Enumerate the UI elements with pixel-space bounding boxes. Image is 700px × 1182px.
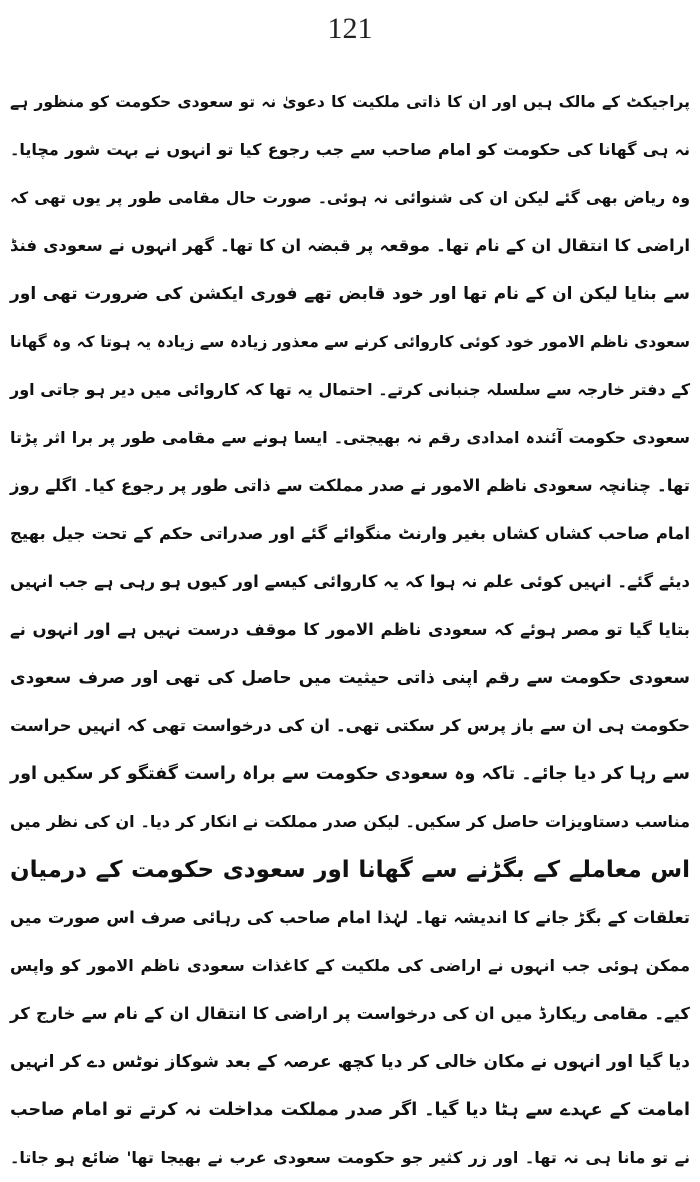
text-line: وہ ریاض بھی گئے لیکن ان کی شنوائی نہ ہوئی۔ صورت حال مقامی طور پر یوں تھی کہ (10, 189, 690, 207)
text-line: تعلقات کے بگڑ جانے کا اندیشہ تھا۔ لہٰذا امام صاحب کی رہائی صرف اس صورت میں (10, 908, 690, 927)
text-line: سے رہا کر دیا جائے۔ تاکہ وہ سعودی حکومت سے براہ راست گفتگو کر سکیں اور (10, 764, 690, 784)
text-line: مناسب دستاویزات حاصل کر سکیں۔ لیکن صدر مملکت نے انکار کر دیا۔ ان کی نظر میں (10, 812, 690, 831)
text-line: سے بنایا لیکن ان کے نام تھا اور خود قابض تھے فوری ایکشن کی ضرورت تھی اور (10, 284, 690, 304)
text-line: امامت کے عہدے سے ہٹا دیا گیا۔ اگر صدر مملکت مداخلت نہ کرتے تو امام صاحب (10, 1100, 690, 1120)
text-line: سعودی حکومت سے رقم اپنی ذاتی حیثیت میں حاصل کی تھی اور صرف سعودی (10, 668, 690, 688)
text-line: اس معاملے کے بگڑنے سے گھانا اور سعودی حکومت کے درمیان (10, 857, 690, 883)
text-line: پراجیکٹ کے مالک ہیں اور ان کا ذاتی ملکیت کا دعویٰ نہ تو سعودی حکومت کو منظور ہے (10, 93, 690, 111)
text-line: سعودی ناظم الامور خود کوئی کاروائی کرنے سے معذور زیادہ سے زیادہ یہ ہوتا کہ وہ گھانا (10, 333, 690, 351)
text-line: دیئے گئے۔ انہیں کوئی علم نہ ہوا کہ یہ کاروائی کیسے اور کیوں ہو رہی ہے جب انہیں (10, 572, 690, 591)
text-line: نے تو مانا ہی نہ تھا۔ اور زر کثیر جو حکومت سعودی عرب نے بھیجا تھا' ضائع ہو جاتا۔ (10, 1148, 690, 1167)
text-line: سعودی حکومت آئندہ امدادی رقم نہ بھیجتی۔ ایسا ہونے سے مقامی طور پر برا اثر پڑتا (10, 428, 690, 447)
page-number: 121 (327, 12, 373, 45)
text-line: اراضی کا انتقال ان کے نام تھا۔ موقعہ پر قبضہ ان کا تھا۔ گھر انہوں نے سعودی فنڈ (10, 236, 690, 255)
text-line: کے دفتر خارجہ سے سلسلہ جنبانی کرتے۔ احتمال یہ تھا کہ کاروائی میں دیر ہو جاتی اور (10, 380, 690, 399)
text-line: امام صاحب کشاں کشاں بغیر وارنٹ منگوائے گئے اور صدراتی حکم کے تحت جیل بھیج (10, 524, 690, 543)
text-line: کیے۔ مقامی ریکارڈ میں ان کی درخواست پر اراضی کا انتقال ان کے نام سے خارج کر (10, 1004, 690, 1023)
text-line: نہ ہی گھانا کی حکومت کو امام صاحب سے جب رجوع کیا تو انہوں نے بہت شور مچایا۔ (10, 140, 690, 159)
text-line: بتایا گیا تو مصر ہوئے کہ سعودی ناظم الامور کا موقف درست نہیں ہے اور انہوں نے (10, 620, 690, 639)
text-line: دیا گیا اور انہوں نے مکان خالی کر دیا کچھ عرصہ کے بعد شوکاز نوٹس دے کر انہیں (10, 1052, 690, 1072)
text-line: حکومت ہی ان سے باز پرس کر سکتی تھی۔ ان کی درخواست تھی کہ انہیں حراست (10, 716, 690, 735)
text-line: تھا۔ چنانچہ سعودی ناظم الامور نے صدر مملکت سے ذاتی طور پر رجوع کیا۔ اگلے روز (10, 476, 690, 495)
body-text (10, 78, 690, 1182)
text-line: ممکن ہوئی جب انہوں نے اراضی کی ملکیت کے کاغذات سعودی ناظم الامور کو واپس (10, 956, 691, 975)
